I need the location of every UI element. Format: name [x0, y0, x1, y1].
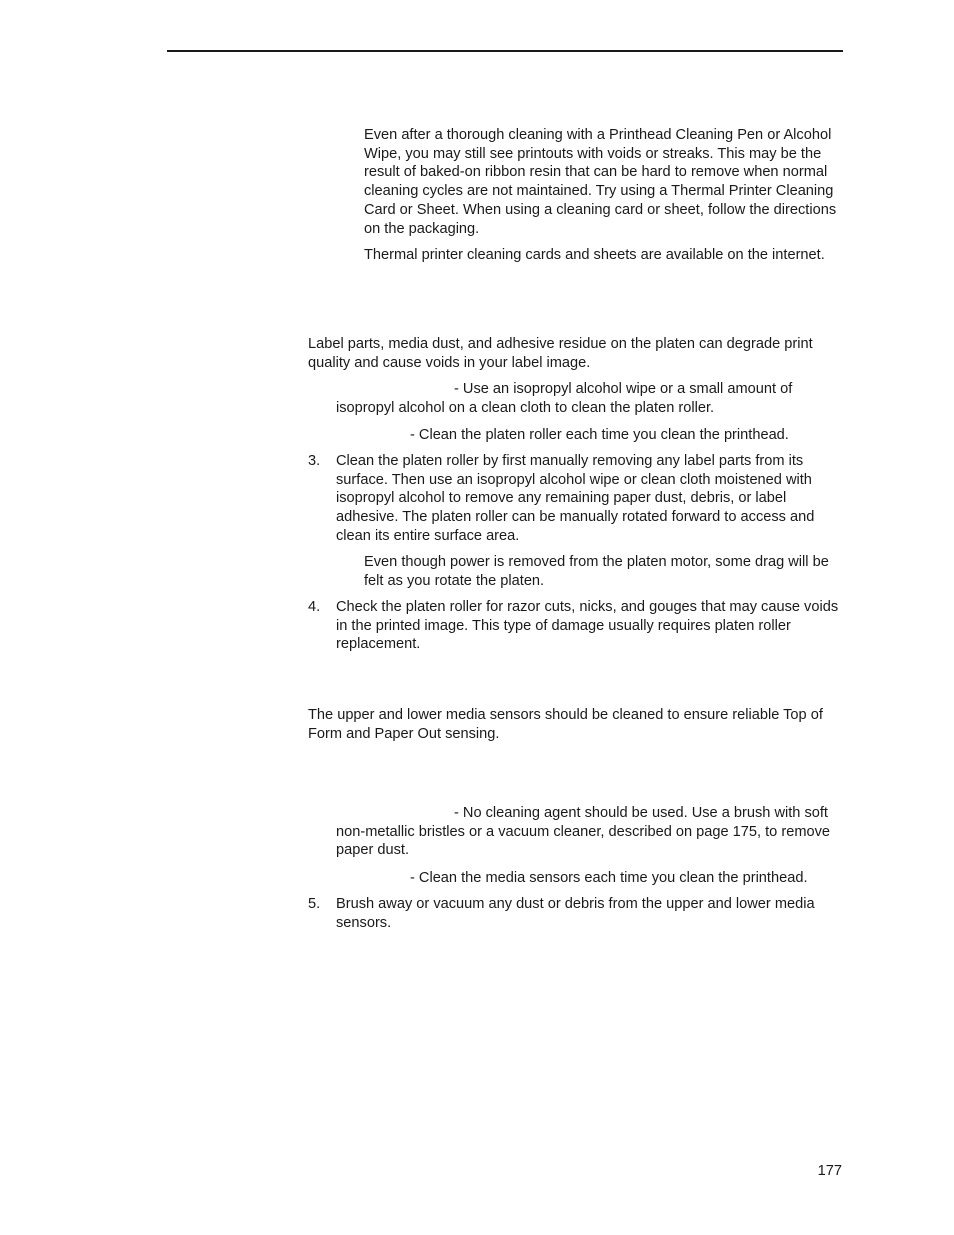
- platen-cleaning-agent: - Use an isopropyl alcohol wipe or a small amount of isopropyl alcohol on a clean cloth to clean the platen roller.: [336, 381, 793, 416]
- sensors-intro: The upper and lower media sensors should be cleaned to ensure reliable Top of Form and Paper Out sensing.: [308, 707, 823, 742]
- step-text: Check the platen roller for razor cuts, nicks, and gouges that may cause voids in the printed image. This type of damage usually requires platen roller replacement.: [336, 599, 839, 653]
- step-3: [308, 452, 844, 546]
- header-rule: [167, 50, 843, 52]
- step-4: [308, 598, 844, 654]
- note-availability: Thermal printer cleaning cards and sheets are available on the internet.: [364, 247, 825, 263]
- step-number: 5.: [308, 896, 321, 912]
- note-baked-resin: Even after a thorough cleaning with a Printhead Cleaning Pen or Alcohol Wipe, you may still see printouts with voids or streaks. This may be the result of baked-on ribbon resin that can be hard to remove when normal cleaning cycles are not maintained. Try using a Thermal Printer Cleaning Card or Sheet. When using a cleaning card or sheet, follow the directions on the packaging.: [364, 127, 837, 237]
- platen-intro: Label parts, media dust, and adhesive residue on the platen can degrade print quality and cause voids in your label image.: [308, 336, 813, 371]
- step-text: Brush away or vacuum any dust or debris from the upper and lower media sensors.: [336, 896, 815, 931]
- step-number: 4.: [308, 599, 321, 615]
- sensors-cleaning-agent: - No cleaning agent should be used. Use a brush with soft non-metallic bristles or a vacuum cleaner, described on page 175, to remove paper dust.: [336, 805, 831, 859]
- step-text: Clean the platen roller by first manually removing any label parts from its surface. Then use an isopropyl alcohol wipe or clean cloth moistened with isopropyl alcohol to remove any remaining paper dust, debris, or label adhesive. The platen roller can be manually rotated forward to access and clean its entire surface area.: [336, 453, 815, 544]
- page-number: 177: [817, 1163, 842, 1179]
- step-number: 3.: [308, 453, 321, 469]
- step-5: [308, 895, 844, 932]
- note-platen-drag: Even though power is removed from the platen motor, some drag will be felt as you rotate the platen.: [364, 554, 829, 589]
- platen-cleaning-frequency: - Clean the platen roller each time you clean the printhead.: [410, 427, 789, 443]
- sensors-cleaning-frequency: - Clean the media sensors each time you clean the printhead.: [410, 870, 808, 886]
